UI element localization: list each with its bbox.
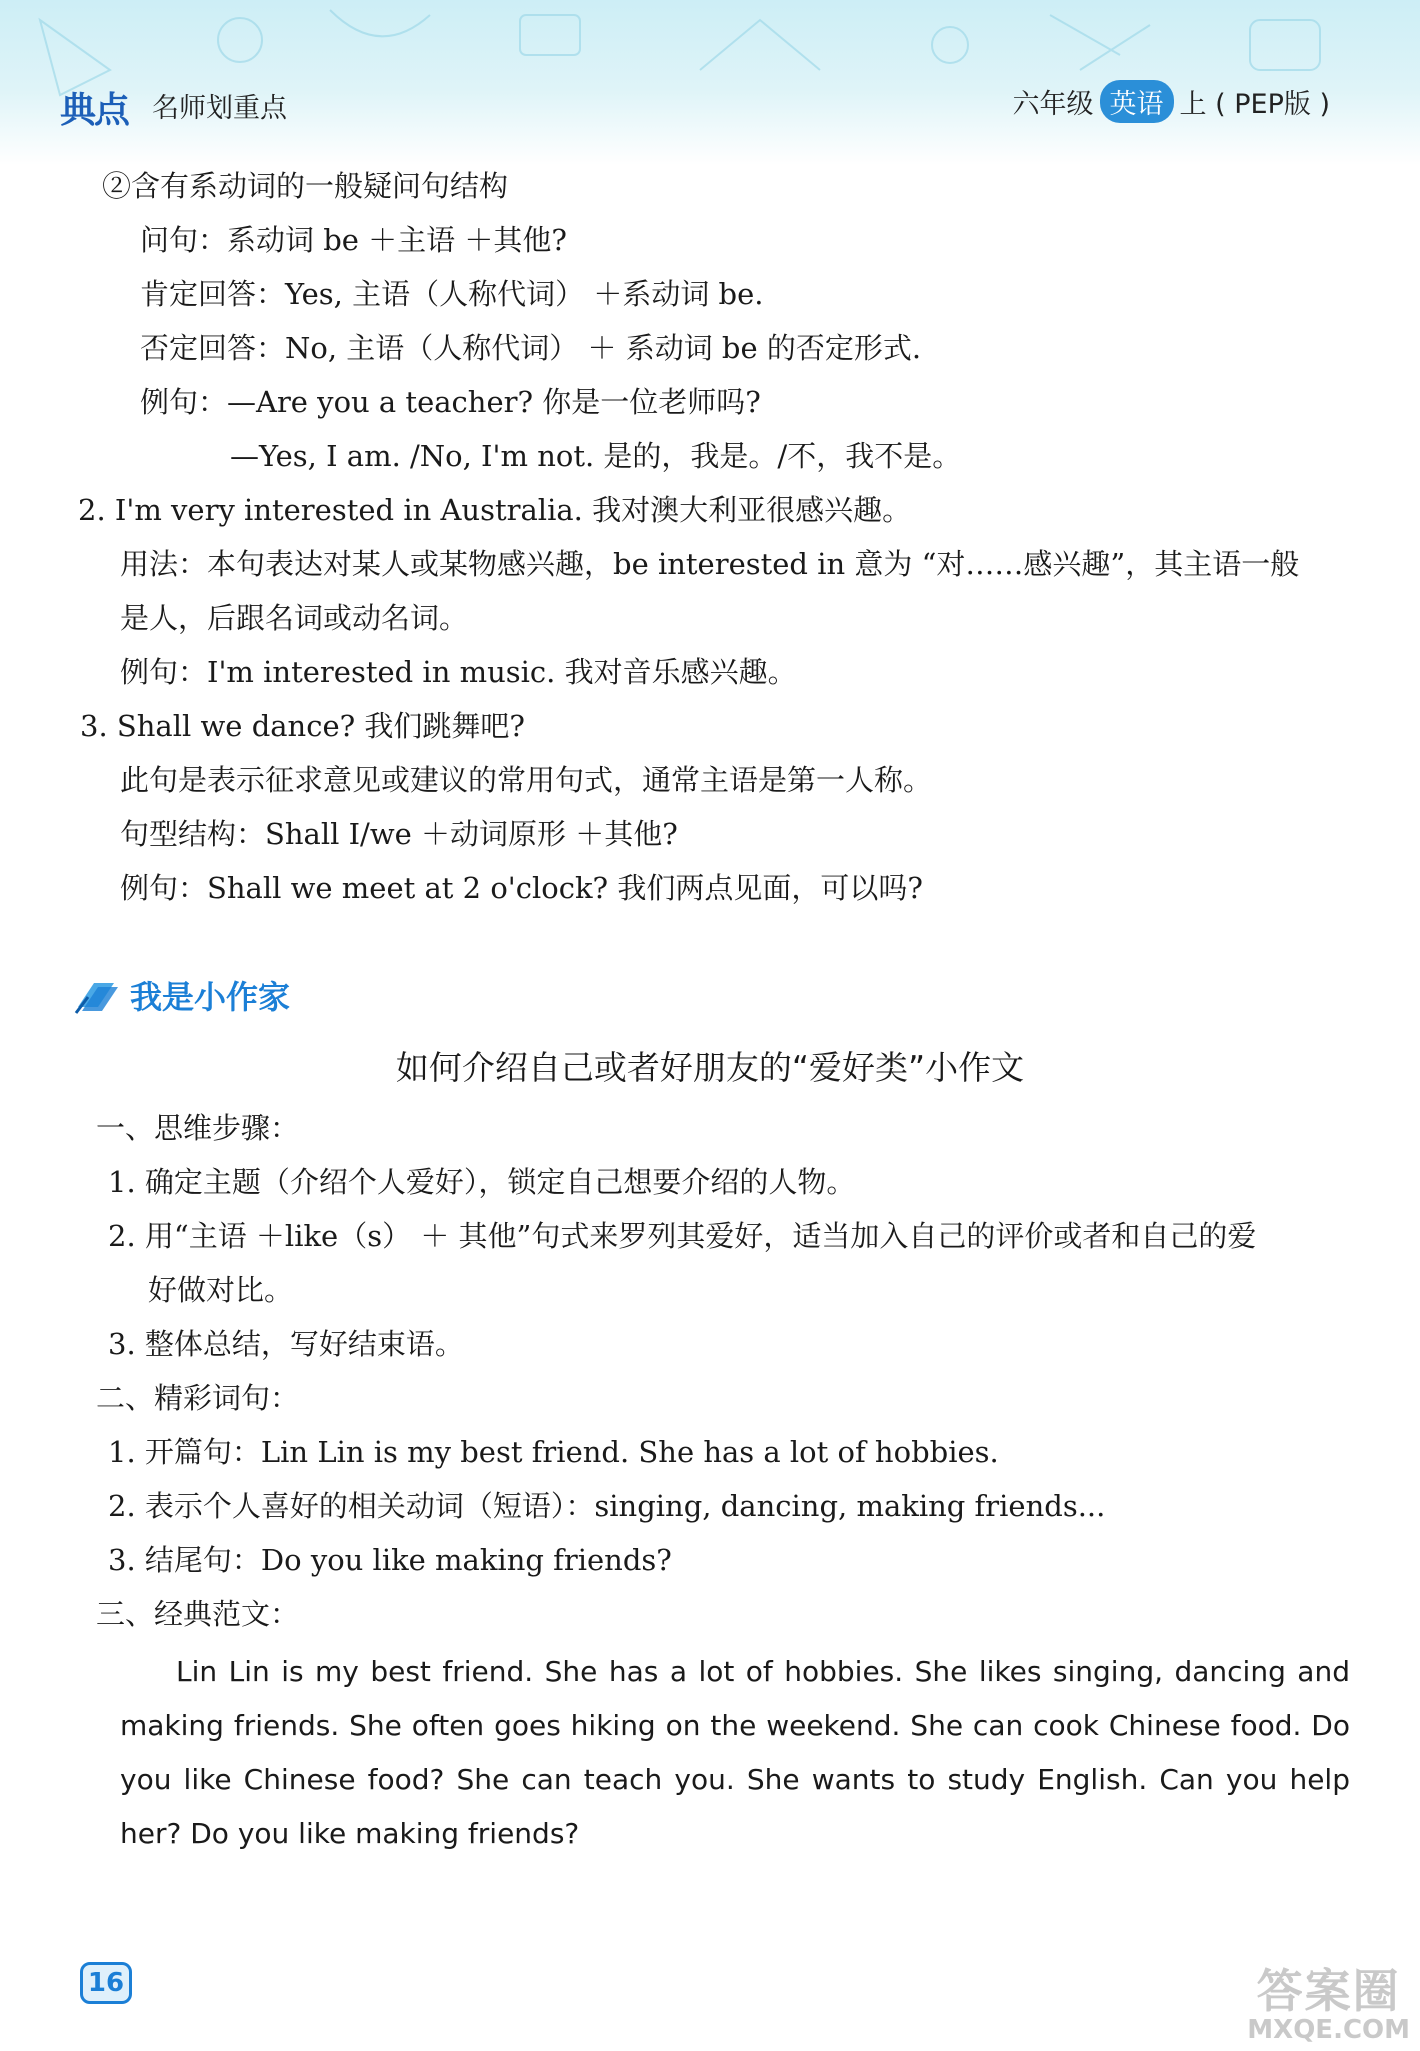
pen-book-icon <box>74 975 120 1015</box>
text-line: ②含有系动词的一般疑问句结构 <box>102 169 509 203</box>
step-item: 好做对比。 <box>148 1273 294 1307</box>
book-info <box>1013 80 1330 123</box>
section-header <box>74 970 290 1020</box>
page-number: 16 <box>80 1962 132 2004</box>
phrase-item: 3. 结尾句：Do you like making friends? <box>108 1543 672 1577</box>
watermark-bottom: MXQE.COM <box>1247 2015 1410 2045</box>
phrase-item: 2. 表示个人喜好的相关动词（短语）：singing, dancing, making friends... <box>108 1489 1106 1523</box>
text-line: 问句：系动词 be ＋主语 ＋其他? <box>140 223 567 257</box>
text-line: 例句：I'm interested in music. 我对音乐感兴趣。 <box>120 655 797 689</box>
edition-label: 上 ( PEP版 ) <box>1179 89 1330 120</box>
watermark <box>1247 1955 1410 2045</box>
text-line: 2. I'm very interested in Australia. 我对澳大利亚很感兴趣。 <box>78 493 912 527</box>
logo-text: 典点 <box>60 90 129 131</box>
text-line: —Yes, I am. /No, I'm not. 是的，我是。/不，我不是。 <box>230 439 962 473</box>
brand-logo <box>60 82 129 131</box>
essay-title: 如何介绍自己或者好朋友的“爱好类”小作文 <box>395 1048 1025 1087</box>
text-line: 肯定回答：Yes, 主语（人称代词） ＋系动词 be. <box>140 277 764 311</box>
step-item: 2. 用“主语 ＋like（s） ＋ 其他”句式来罗列其爱好，适当加入自己的评价或者和自己的爱 <box>108 1219 1257 1253</box>
grade-label: 六年级 <box>1012 89 1094 120</box>
text-line: 句型结构：Shall I/we ＋动词原形 ＋其他? <box>120 817 678 851</box>
header-title: 名师划重点 <box>152 93 287 124</box>
text-line: 例句：—Are you a teacher? 你是一位老师吗? <box>140 385 761 419</box>
page-header <box>0 0 1420 165</box>
step-item: 1. 确定主题（介绍个人爱好），锁定自己想要介绍的人物。 <box>108 1165 856 1199</box>
text-line: 此句是表示征求意见或建议的常用句式，通常主语是第一人称。 <box>120 763 933 797</box>
text-line: 用法：本句表达对某人或某物感兴趣，be interested in 意为 “对……感兴趣”，其主语一般 <box>120 547 1300 581</box>
text-line: 是人，后跟名词或动名词。 <box>120 601 469 635</box>
subject-badge: 英语 <box>1100 80 1174 123</box>
sample-essay: Lin Lin is my best friend. She has a lot of hobbies. She likes singing, dancing and making friends. She often goes hiking on the weekend. She can cook Chinese food. Do you like Chinese food? She can teach you. She wants to study English. Can you help her? Do you like making friends? <box>120 1655 1350 1850</box>
section-title: 我是小作家 <box>130 978 291 1016</box>
phrases-heading: 二、精彩词句： <box>96 1381 300 1415</box>
text-line: 例句：Shall we meet at 2 o'clock? 我们两点见面，可以吗? <box>120 871 923 905</box>
steps-heading: 一、思维步骤： <box>96 1111 300 1145</box>
text-line: 3. Shall we dance? 我们跳舞吧? <box>80 709 525 743</box>
phrase-item: 1. 开篇句：Lin Lin is my best friend. She has a lot of hobbies. <box>108 1435 999 1469</box>
text-line: 否定回答：No, 主语（人称代词） ＋ 系动词 be 的否定形式. <box>140 331 922 365</box>
watermark-top: 答案圈 <box>1256 1964 1401 2018</box>
step-item: 3. 整体总结，写好结束语。 <box>108 1327 464 1361</box>
sample-heading: 三、经典范文： <box>96 1597 300 1631</box>
